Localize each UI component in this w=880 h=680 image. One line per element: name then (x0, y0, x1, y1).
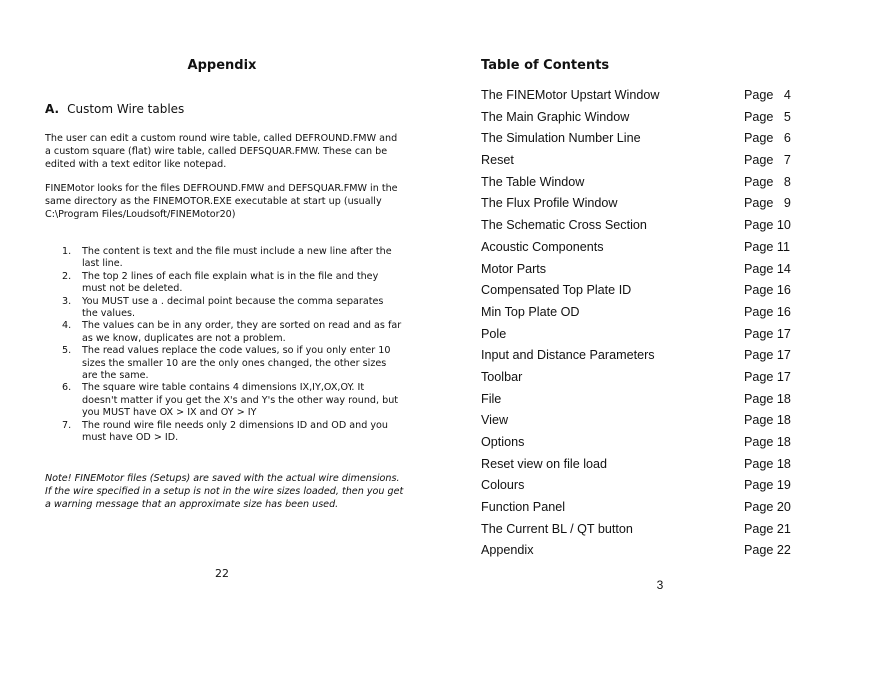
toc-entry (481, 367, 793, 389)
toc-entry (481, 280, 793, 302)
toc-entry-page: Page 14 (744, 261, 791, 276)
note-paragraph: Note! FINEMotor files (Setups) are saved with the actual wire dimensions. If the wire specified in a setup is not in the wire sizes loaded, then you get a warning message that an approximate size has been used. (45, 473, 404, 510)
rule-text: The square wire table contains 4 dimensions IX,IY,OX,OY. It doesn't matter if you get the X's and Y's the other way round, but you MUST have OX > IX and OY > IY (82, 382, 399, 419)
rule-number: 6. (62, 382, 72, 394)
rule-text: The top 2 lines of each file explain what is in the file and they must not be deleted. (82, 270, 379, 295)
rule-text: The values can be in any order, they are sorted on read and as far as we know, duplicates are not a problem. (82, 320, 402, 344)
toc-entry-title: Toolbar (481, 369, 523, 384)
toc-entry-page: Page 18 (744, 413, 791, 428)
rule-item (62, 271, 402, 296)
section-heading (45, 102, 184, 116)
rule-item (62, 345, 402, 382)
toc-entry-title: The FINEMotor Upstart Window (481, 88, 660, 102)
toc-entry-title: Min Top Plate OD (481, 304, 580, 319)
toc-entry-page: Page 18 (744, 456, 791, 471)
toc-entry-page: Page 4 (744, 88, 791, 102)
rule-text: The read values replace the code values, so if you only enter 10 sizes the smaller 10 are the only ones changed, the other sizes are the same. (82, 345, 391, 382)
toc-entry-page: Page 17 (744, 369, 791, 384)
left-page-title: Appendix (187, 58, 257, 73)
rule-number: 2. (62, 270, 72, 282)
location-paragraph: FINEMotor looks for the files DEFROUND.FMW and DEFSQUAR.FMW in the same directory as the FINEMOTOR.EXE executable at start up (usually C:\Program Files/Loudsoft/FINEMotor20) (45, 183, 398, 220)
toc-entry (481, 85, 793, 107)
rule-number: 7. (62, 419, 72, 431)
rule-item (62, 420, 402, 445)
toc-entry (481, 107, 793, 129)
toc-entry (481, 302, 793, 324)
toc-entry-title: The Main Graphic Window (481, 109, 630, 124)
toc-entry-title: The Simulation Number Line (481, 131, 641, 146)
toc-entry (481, 345, 793, 367)
section-letter: A. (45, 102, 60, 116)
toc-entry-page: Page 5 (744, 109, 791, 124)
rules-list (62, 246, 402, 445)
toc-entry-page: Page 17 (744, 348, 791, 363)
toc-entry-title: Compensated Top Plate ID (481, 283, 632, 298)
toc-entry-page: Page 18 (744, 435, 791, 449)
rule-number: 4. (62, 320, 72, 332)
toc-entry-title: View (481, 413, 509, 428)
toc-entry-page: Page 21 (744, 521, 791, 536)
rule-number: 3. (62, 295, 72, 307)
toc-entry-title: Appendix (481, 543, 534, 558)
toc-entry (481, 410, 793, 432)
toc-entry-page: Page 20 (744, 500, 791, 515)
toc-entry (481, 172, 793, 194)
toc-entry-page: Page 6 (744, 131, 791, 146)
toc-entry (481, 432, 793, 454)
rule-item (62, 246, 402, 271)
toc-entry-title: Function Panel (481, 500, 566, 515)
rule-text: The content is text and the file must include a new line after the last line. (82, 246, 392, 270)
toc-entry (481, 128, 793, 150)
toc-entry-title: Acoustic Components (481, 239, 604, 254)
toc-entry-title: Motor Parts (481, 261, 547, 276)
toc-entry-page: Page 16 (744, 304, 791, 319)
rule-text: The round wire file needs only 2 dimensions ID and OD and you must have OD > ID. (82, 419, 388, 444)
toc-entry (481, 150, 793, 172)
toc-entry (481, 454, 793, 476)
toc-entry-title: The Schematic Cross Section (481, 218, 647, 233)
toc-entry-page: Page 22 (744, 543, 791, 558)
toc-entry-title: The Current BL / QT button (481, 521, 633, 536)
toc-entry-page: Page 8 (744, 174, 791, 189)
toc-entry-title: File (481, 391, 502, 406)
toc-entry-page: Page 19 (744, 478, 791, 493)
toc-entry (481, 193, 793, 215)
toc-entry-page: Page 9 (744, 196, 791, 211)
toc-entry (481, 540, 793, 562)
toc-entry (481, 519, 793, 541)
toc-entry-title: Input and Distance Parameters (481, 348, 655, 363)
toc-entry-title: Colours (481, 478, 525, 493)
toc-entry (481, 389, 793, 411)
toc-entry (481, 475, 793, 497)
toc-entry (481, 259, 793, 281)
toc-entry-page: Page 16 (744, 283, 791, 298)
toc-title: Table of Contents (481, 58, 610, 73)
rule-number: 1. (62, 246, 72, 257)
toc-entry-page: Page 18 (744, 391, 791, 406)
right-page-number: 3 (656, 578, 664, 592)
toc-entry (481, 497, 793, 519)
rule-item (62, 382, 402, 419)
rule-item (62, 320, 402, 345)
toc-entry (481, 237, 793, 259)
toc-entry-title: Reset view on file load (481, 456, 608, 471)
rule-item (62, 296, 402, 321)
toc-entry-title: Options (481, 435, 525, 449)
toc-entry-page: Page 17 (744, 326, 791, 341)
toc-entry (481, 324, 793, 346)
toc-entry (481, 215, 793, 237)
rule-text: You MUST use a . decimal point because the comma separates the values. (82, 295, 384, 320)
toc-list (481, 85, 793, 562)
toc-entry-title: The Table Window (481, 174, 585, 189)
toc-entry-title: Pole (481, 326, 507, 341)
toc-entry-title: Reset (481, 153, 514, 168)
toc-entry-page: Page 10 (744, 218, 791, 233)
toc-entry-page: Page 7 (744, 153, 791, 168)
intro-paragraph: The user can edit a custom round wire table, called DEFROUND.FMW and a custom square (flat) wire table, called DEFSQUAR.FMW. These can be edited with a text editor like notepad. (45, 133, 398, 170)
left-page-number: 22 (215, 567, 229, 580)
section-heading-text: Custom Wire tables (67, 102, 185, 116)
toc-entry-page: Page 11 (744, 239, 790, 254)
rule-number: 5. (62, 345, 72, 357)
toc-entry-title: The Flux Profile Window (481, 196, 618, 211)
